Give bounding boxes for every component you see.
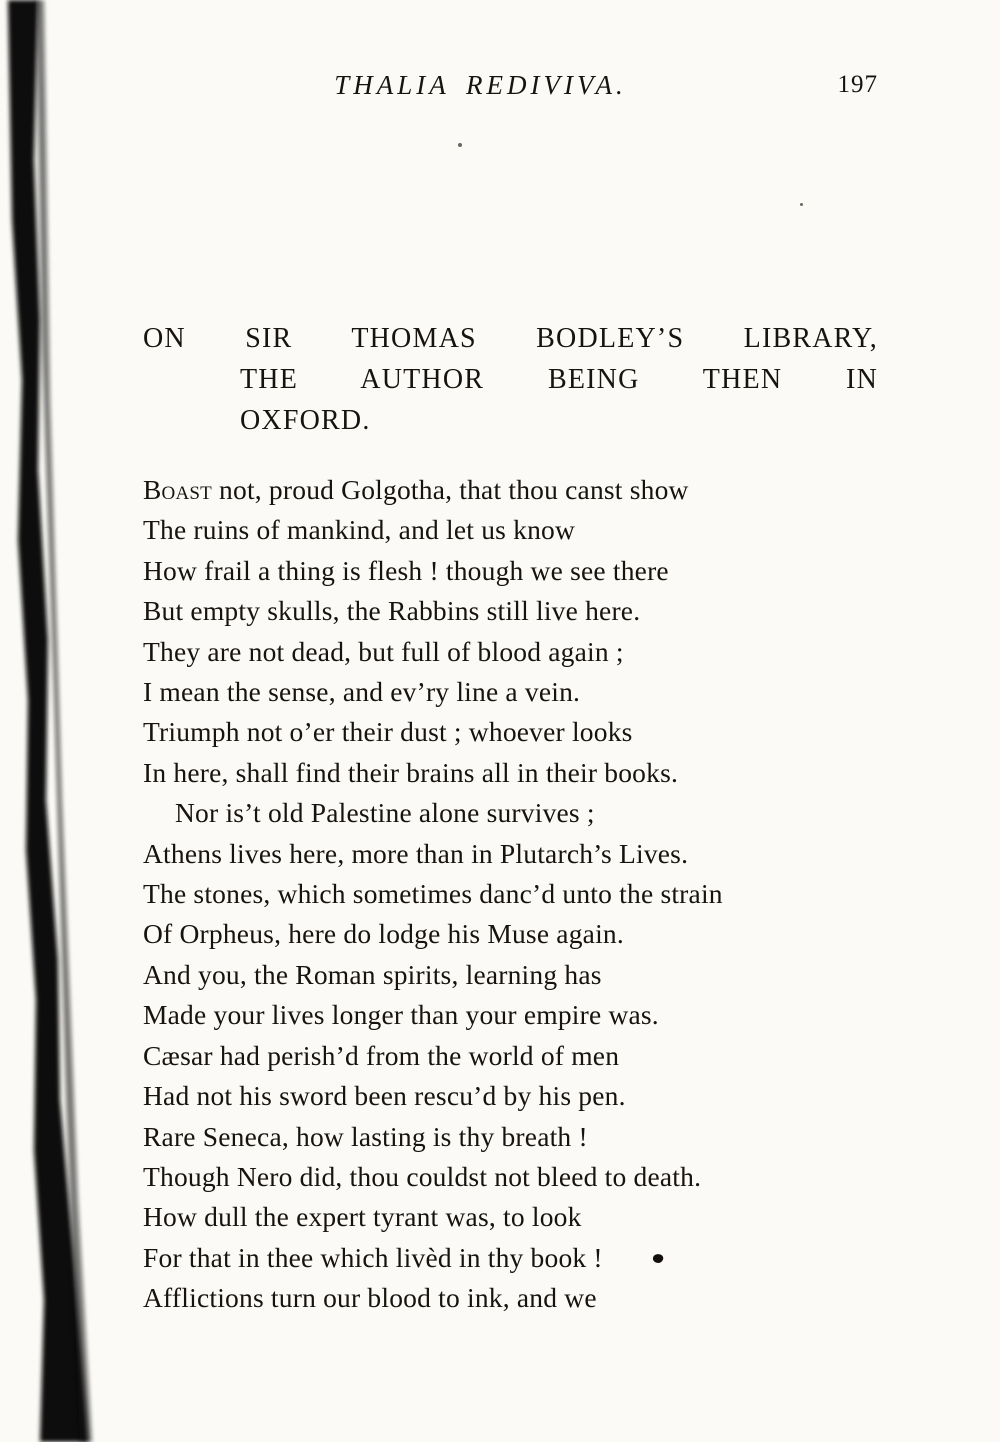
poem-line: In here, shall find their brains all in their books. [143, 756, 679, 788]
poem-line: Cæsar had perish’d from the world of men [143, 1039, 620, 1071]
page-number: 197 [837, 71, 878, 98]
binding-shadow [0, 0, 120, 1442]
poem-opening-word: Boast [143, 474, 212, 505]
poem-title-line: THE AUTHOR BEING THEN IN [240, 364, 878, 395]
poem-line: Made your lives longer than your empire was. [143, 999, 659, 1031]
running-title: THALIA REDIVIVA. [334, 70, 627, 100]
poem-opening-rest: not, proud Golgotha, that thou canst show [211, 474, 689, 505]
poem-line: Had not his sword been rescu’d by his pen. [143, 1080, 626, 1112]
poem-body [143, 470, 903, 1319]
poem-title-line: OXFORD. [240, 405, 371, 436]
poem-line: For that in thee which livèd in thy book ! [143, 1241, 603, 1273]
poem-line: How dull the expert tyrant was, to look [143, 1201, 582, 1233]
poem-title [143, 318, 878, 441]
poem-line: The stones, which sometimes danc’d unto the strain [143, 878, 723, 910]
scan-speck [458, 143, 462, 147]
poem-line: Rare Seneca, how lasting is thy breath ! [143, 1120, 588, 1152]
poem-title-line: ON SIR THOMAS BODLEY’S LIBRARY, [143, 323, 878, 354]
poem-line: How frail a thing is flesh ! though we see there [143, 554, 669, 586]
poem-line: Triumph not o’er their dust ; whoever looks [143, 716, 633, 748]
poem-line: They are not dead, but full of blood again ; [143, 635, 624, 667]
scan-speck [800, 203, 803, 206]
page-header [143, 70, 878, 110]
poem-line: I mean the sense, and ev’ry line a vein. [143, 676, 581, 708]
poem-line [143, 470, 903, 510]
poem-line: Though Nero did, thou couldst not bleed to death. [143, 1160, 702, 1192]
poem-line: But empty skulls, the Rabbins still live here. [143, 595, 641, 627]
poem-line: Afflictions turn our blood to ink, and we [143, 1282, 597, 1314]
poem-line: Nor is’t old Palestine alone survives ; [175, 797, 595, 829]
poem-line: Athens lives here, more than in Plutarch’s Lives. [143, 837, 689, 869]
poem-line: The ruins of mankind, and let us know [143, 514, 576, 546]
poem-line: Of Orpheus, here do lodge his Muse again. [143, 918, 624, 950]
poem-line: And you, the Roman spirits, learning has [143, 958, 602, 990]
